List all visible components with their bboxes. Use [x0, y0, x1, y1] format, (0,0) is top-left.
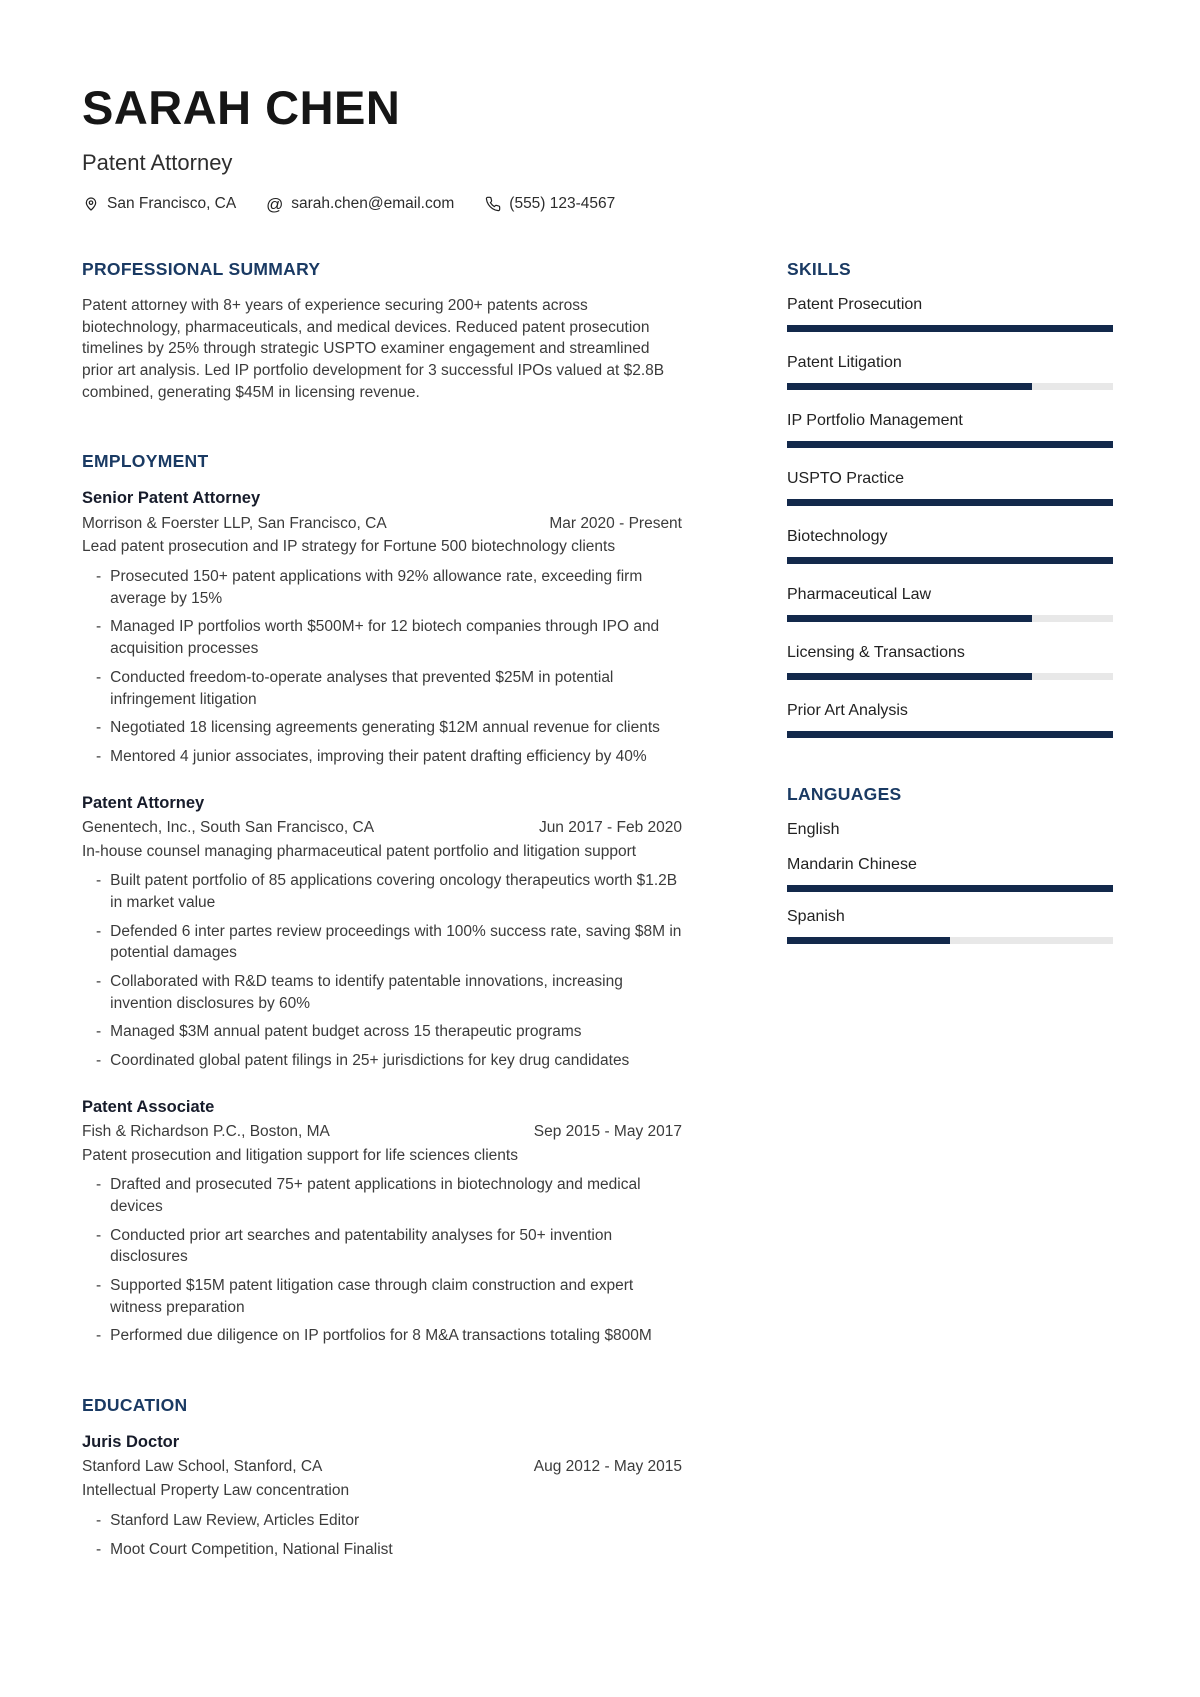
bullet-item: [82, 1021, 682, 1043]
section-professional-summary: [82, 259, 682, 403]
bullet-item: [82, 1510, 682, 1532]
header: [82, 81, 1118, 214]
skill-label: Biotechnology: [787, 528, 888, 545]
skill-item: [787, 469, 1113, 506]
bullet-dash: -: [96, 1023, 102, 1041]
sidebar-column: [787, 259, 1113, 1567]
section-skills: [787, 259, 1113, 738]
bullet-dash: -: [96, 922, 102, 940]
language-label: Mandarin Chinese: [787, 856, 917, 873]
skill-bar-fill: [787, 557, 1113, 564]
skill-bar-track: [787, 499, 1113, 506]
bullet-text: Moot Court Competition, National Finalist: [110, 1540, 393, 1558]
bullet-text: Defended 6 inter partes review proceedings with 100% success rate, saving $8M in potential damages: [110, 922, 682, 962]
bullet-item: [82, 566, 682, 609]
education-bullets: [82, 1510, 682, 1560]
employment-heading: EMPLOYMENT: [82, 451, 209, 472]
bullet-text: Collaborated with R&D teams to identify patentable innovations, increasing invention disclosures by 60%: [110, 972, 623, 1012]
main-column: [82, 259, 682, 1567]
skill-bar-fill: [787, 383, 1032, 390]
bullet-text: Built patent portfolio of 85 applications covering oncology therapeutics worth $1.2B in market value: [110, 872, 678, 911]
contact-email: [266, 195, 454, 213]
bullet-dash: -: [96, 747, 102, 765]
job-meta: [82, 513, 682, 535]
language-bar-fill: [787, 885, 1113, 892]
bullet-item: [82, 1050, 682, 1072]
skill-bar-fill: [787, 499, 1113, 506]
skill-item: [787, 643, 1113, 680]
location-text: San Francisco, CA: [107, 195, 237, 212]
bullet-dash: -: [96, 1176, 102, 1194]
bullet-dash: -: [96, 668, 102, 686]
job-bullets: [82, 1174, 682, 1347]
education-school: Stanford Law School, Stanford, CA: [82, 1458, 323, 1476]
skill-bar-fill: [787, 731, 1113, 738]
skill-item: [787, 353, 1113, 390]
skill-bar-track: [787, 731, 1113, 738]
phone-text: (555) 123-4567: [509, 195, 616, 212]
bullet-dash: -: [96, 972, 102, 990]
bullet-dash: -: [96, 872, 102, 890]
languages-heading: LANGUAGES: [787, 784, 902, 804]
bullet-item: [82, 971, 682, 1014]
language-label: English: [787, 821, 840, 838]
bullet-item: [82, 746, 682, 768]
skill-bar-track: [787, 615, 1113, 622]
summary-heading: PROFESSIONAL SUMMARY: [82, 259, 321, 279]
bullet-item: [82, 1325, 682, 1347]
person-title: Patent Attorney: [82, 150, 233, 175]
job-meta: [82, 1121, 682, 1143]
job-title: Patent Attorney: [82, 793, 205, 812]
skill-bar-track: [787, 557, 1113, 564]
contact-location: [82, 195, 236, 213]
bullet-text: Managed $3M annual patent budget across 15 therapeutic programs: [110, 1023, 582, 1041]
location-icon: [82, 196, 99, 213]
email-icon: @: [266, 194, 284, 214]
job-company: Genentech, Inc., South San Francisco, CA: [82, 818, 375, 836]
bullet-dash: -: [96, 1226, 102, 1244]
job-dates: Jun 2017 - Feb 2020: [538, 818, 682, 836]
section-employment: [82, 451, 682, 1347]
skill-bar-track: [787, 383, 1113, 390]
bullet-text: Coordinated global patent filings in 25+ jurisdictions for key drug candidates: [110, 1052, 630, 1070]
skills-heading: SKILLS: [787, 259, 852, 279]
job-company: Fish & Richardson P.C., Boston, MA: [82, 1122, 330, 1140]
skill-bar-track: [787, 325, 1113, 332]
job-dates: Sep 2015 - May 2017: [533, 1122, 682, 1140]
bullet-item: [82, 870, 682, 913]
skill-item: [787, 701, 1113, 738]
bullet-dash: -: [96, 1327, 102, 1345]
education-meta: [82, 1456, 682, 1478]
job-entry: [82, 1096, 682, 1347]
contact-row: [82, 195, 1118, 213]
phone-icon: [484, 196, 501, 213]
skill-label: Patent Litigation: [787, 354, 902, 371]
language-bar-track: [787, 885, 1113, 892]
bullet-item: [82, 1225, 682, 1268]
contact-phone: [484, 195, 615, 213]
skill-label: Pharmaceutical Law: [787, 586, 932, 603]
language-label: Spanish: [787, 908, 845, 925]
section-education: [82, 1395, 682, 1560]
skill-bar-fill: [787, 441, 1113, 448]
bullet-text: Negotiated 18 licensing agreements generating $12M annual revenue for clients: [110, 719, 660, 737]
job-dates: Mar 2020 - Present: [549, 514, 682, 532]
job-description: Lead patent prosecution and IP strategy for Fortune 500 biotechnology clients: [82, 538, 616, 556]
job-title: Patent Associate: [82, 1097, 215, 1116]
person-name: SARAH CHEN: [82, 81, 401, 134]
job-entry: [82, 792, 682, 1072]
bullet-item: [82, 717, 682, 739]
job-meta: [82, 817, 682, 839]
bullet-item: [82, 667, 682, 710]
job-bullets: [82, 870, 682, 1072]
skill-bar-fill: [787, 673, 1032, 680]
job-list: [82, 487, 682, 1347]
bullet-text: Prosecuted 150+ patent applications with 92% allowance rate, exceeding firm average by 15%: [110, 568, 643, 607]
job-title: Senior Patent Attorney: [82, 489, 261, 508]
language-item: [787, 907, 1113, 944]
job-company: Morrison & Foerster LLP, San Francisco, CA: [82, 514, 387, 532]
language-item: [787, 855, 1113, 892]
languages-list: [787, 820, 1113, 944]
email-text: sarah.chen@email.com: [291, 195, 455, 212]
bullet-text: Managed IP portfolios worth $500M+ for 12 biotech companies through IPO and acquisition processes: [110, 618, 660, 658]
education-heading: EDUCATION: [82, 1395, 188, 1416]
skill-label: Licensing & Transactions: [787, 644, 965, 661]
language-item: [787, 820, 1113, 840]
skill-item: [787, 295, 1113, 332]
bullet-text: Performed due diligence on IP portfolios for 8 M&A transactions totaling $800M: [110, 1327, 652, 1345]
bullet-item: [82, 921, 682, 964]
bullet-dash: -: [96, 1540, 102, 1558]
section-languages: [787, 784, 1113, 944]
summary-text: Patent attorney with 8+ years of experience securing 200+ patents across biotechnology, pharmaceuticals, and medical devices. Reduced patent prosecution timelines by 25% through strategic USPTO examiner engagement and streamlined prior art analysis. Led IP portfolio development for 3 successful IPOs valued at $2.8B combined, generating $45M in licensing revenue.: [82, 297, 665, 401]
skill-bar-track: [787, 673, 1113, 680]
education-description: Intellectual Property Law concentration: [82, 1482, 350, 1500]
bullet-item: [82, 1174, 682, 1217]
skill-label: Patent Prosecution: [787, 296, 923, 313]
skill-item: [787, 411, 1113, 448]
bullet-text: Conducted prior art searches and patentability analyses for 50+ invention disclosures: [110, 1226, 613, 1266]
bullet-dash: -: [96, 1277, 102, 1295]
bullet-dash: -: [96, 618, 102, 636]
bullet-text: Drafted and prosecuted 75+ patent applications in biotechnology and medical devices: [110, 1176, 641, 1216]
skills-list: [787, 295, 1113, 738]
bullet-item: [82, 616, 682, 659]
skill-bar-fill: [787, 325, 1113, 332]
job-bullets: [82, 566, 682, 768]
job-description: In-house counsel managing pharmaceutical patent portfolio and litigation support: [82, 842, 637, 860]
bullet-dash: -: [96, 1052, 102, 1070]
skill-label: IP Portfolio Management: [787, 412, 963, 429]
education-entry: [82, 1431, 682, 1560]
language-bar-fill: [787, 937, 950, 944]
bullet-text: Supported $15M patent litigation case through claim construction and expert witness preparation: [110, 1277, 634, 1316]
education-dates: Aug 2012 - May 2015: [533, 1458, 682, 1476]
education-degree: Juris Doctor: [82, 1433, 180, 1452]
skill-bar-fill: [787, 615, 1032, 622]
job-description: Patent prosecution and litigation support for life sciences clients: [82, 1146, 518, 1164]
bullet-item: [82, 1539, 682, 1561]
skill-bar-track: [787, 441, 1113, 448]
skill-item: [787, 527, 1113, 564]
skill-label: Prior Art Analysis: [787, 702, 908, 719]
bullet-text: Conducted freedom-to-operate analyses that prevented $25M in potential infringement litigation: [110, 668, 614, 708]
bullet-dash: -: [96, 1511, 102, 1529]
job-entry: [82, 487, 682, 767]
skill-label: USPTO Practice: [787, 470, 905, 487]
bullet-text: Mentored 4 junior associates, improving their patent drafting efficiency by 40%: [110, 747, 647, 765]
skill-item: [787, 585, 1113, 622]
bullet-item: [82, 1275, 682, 1318]
bullet-dash: -: [96, 719, 102, 737]
bullet-dash: -: [96, 568, 102, 586]
bullet-text: Stanford Law Review, Articles Editor: [110, 1511, 360, 1529]
language-bar-track: [787, 937, 1113, 944]
